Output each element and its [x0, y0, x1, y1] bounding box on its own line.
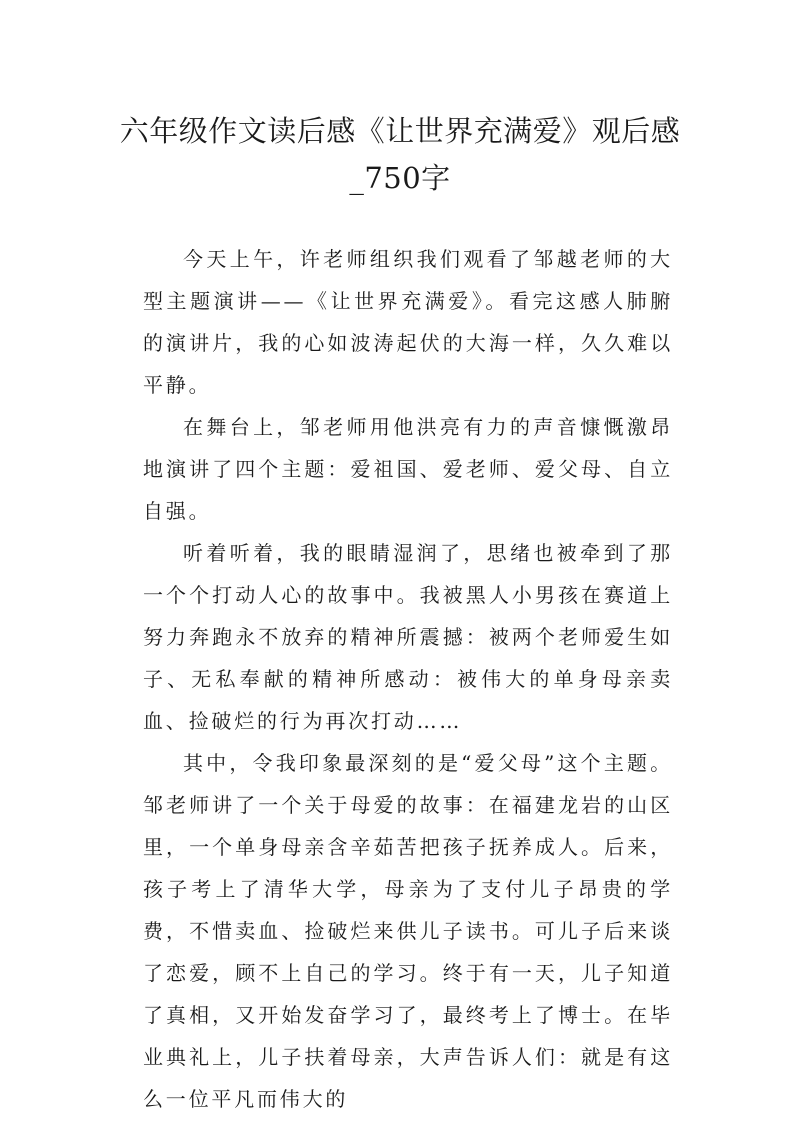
paragraph-3: 听着听着，我的眼睛湿润了，思绪也被牵到了那一个个打动人心的故事中。我被黑人小男孩在赛道上努力奔跑永不放弃的精神所震撼：被两个老师爱生如子、无私奉献的精神所感动：被伟大的单身母亲卖血、捡破烂的行为再次打动…… — [143, 541, 673, 733]
paragraph-1: 今天上午，许老师组织我们观看了邹越老师的大型主题演讲——《让世界充满爱》。看完这感人肺腑的演讲片，我的心如波涛起伏的大海一样，久久难以平静。 — [143, 247, 673, 397]
paragraph-2: 在舞台上，邹老师用他洪亮有力的声音慷慨激昂地演讲了四个主题：爱祖国、爱老师、爱父母、自立自强。 — [143, 415, 673, 523]
document-body — [143, 238, 673, 1120]
document-title: 六年级作文读后感《让世界充满爱》观后感_750字 — [119, 114, 681, 195]
paragraph-4: 其中，令我印象最深刻的是“爱父母”这个主题。邹老师讲了一个关于母爱的故事：在福建龙岩的山区里，一个单身母亲含辛茹苦把孩子抚养成人。后来，孩子考上了清华大学，母亲为了支付儿子昂贵的学费，不惜卖血、捡破烂来供儿子读书。可儿子后来谈了恋爱，顾不上自己的学习。终于有一天，儿子知道了真相，又开始发奋学习了，最终考上了博士。在毕业典礼上，儿子扶着母亲，大声告诉人们：就是有这么一位平凡而伟大的 — [143, 751, 673, 1111]
